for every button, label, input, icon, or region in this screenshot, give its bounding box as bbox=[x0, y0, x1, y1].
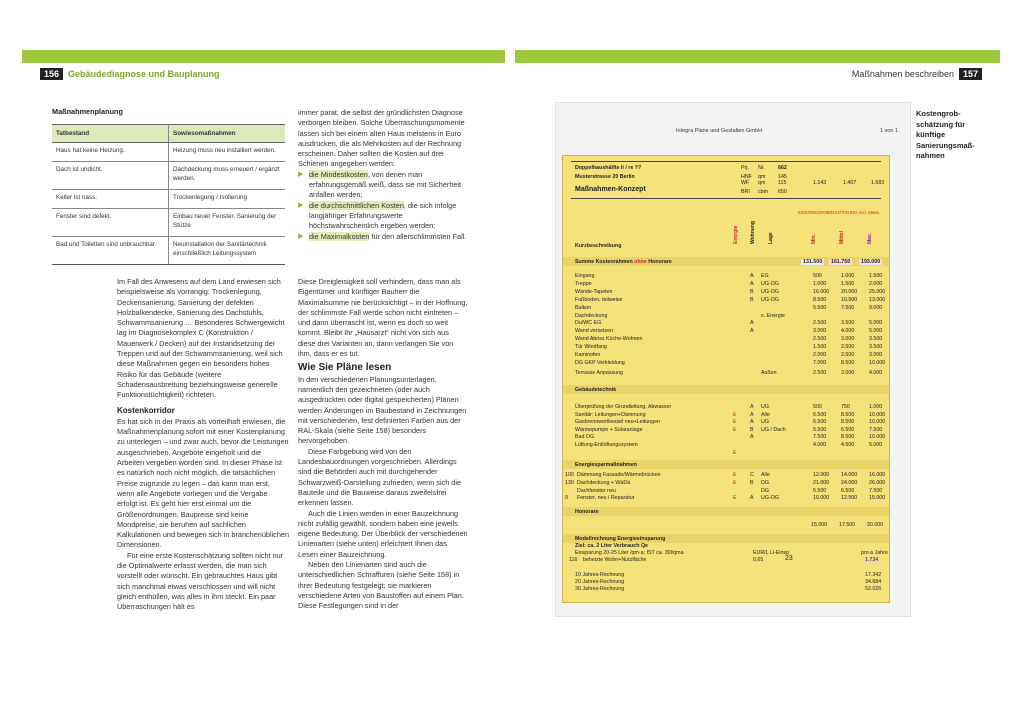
cost-cell: 24.000 bbox=[841, 479, 858, 486]
doc-company: Integra Plane und Gestalten GmbH bbox=[676, 128, 762, 134]
cost-cell: DG bbox=[761, 479, 769, 486]
cost-cell: Alle bbox=[761, 411, 770, 418]
measures-table bbox=[52, 107, 285, 265]
bri-label: BRI bbox=[741, 189, 750, 195]
header-left bbox=[40, 68, 220, 80]
cost-cell: A bbox=[750, 434, 754, 441]
table-caption: Maßnahmenplanung bbox=[52, 107, 123, 116]
cost-cell: 130 bbox=[565, 479, 574, 486]
cost-cell: A bbox=[750, 280, 754, 287]
cost-cell: Kaminofen bbox=[575, 352, 601, 358]
cost-cell: 10.000 bbox=[869, 411, 886, 418]
eur-label: EUR/L Li-Einsp bbox=[753, 550, 790, 556]
cost-cell: 10.000 bbox=[869, 419, 886, 426]
cost-cell: 3.000 bbox=[813, 328, 827, 335]
cost-cell: UG bbox=[761, 404, 769, 410]
cost-cell: 6.500 bbox=[813, 411, 827, 418]
text-column-2-bottom bbox=[298, 277, 468, 612]
cost-cell: DG bbox=[761, 487, 769, 494]
cost-cell: Tür Windfang bbox=[575, 344, 607, 351]
cost-cell: Bad OG bbox=[575, 434, 595, 441]
cost-cell: 750 bbox=[841, 404, 850, 410]
hnf-label: HNF bbox=[741, 174, 752, 180]
cost-cell: 20.000 bbox=[841, 288, 858, 295]
table-cell: Neuinstallation der Sanitärtechnik einschließlich Leitungssystem bbox=[169, 237, 286, 265]
cost-cell: A bbox=[750, 495, 754, 502]
highlight-text: die Maximalkosten bbox=[309, 231, 370, 241]
subheading-kostenkorridor: Kostenkorridor bbox=[117, 405, 175, 415]
hnf-unit: qm bbox=[758, 174, 766, 180]
cost-cell: UG-OG bbox=[761, 288, 779, 295]
paragraph: In den verschiedenen Planungsunterlagen, namentlich den gezeichneten (oder auch ausgedruckten oder digital gespeicherten) Plänen werden Änderungen im Baubestand in Zeichnungen mit verschiedenen, fest definierten Farben aus der RAL-Skala (siehe Seite 158) besonders hervorgehoben. bbox=[298, 374, 467, 446]
cost-cell: 3.500 bbox=[841, 320, 855, 327]
wf-unit: qm bbox=[758, 180, 766, 186]
liter-value: 23 bbox=[785, 555, 793, 562]
cost-cell: UG-OG bbox=[761, 280, 779, 287]
cost-cell: s. Energie bbox=[761, 312, 785, 319]
cost-cell: 500 bbox=[813, 273, 822, 279]
paragraph: Es hat sich in der Praxis als vorteilhaft erwiesen, die Maßnahmenplanung sofort mit einer Kostenplanung zu unterlegen – und zwar auch, bevor die Leistungen ausgeschrieben, Angebote eingeholt und die Arbeiten vergeben worden sind. In dieser Phase ist es natürlich noch nicht möglich, die tatsächlichen Preise zugrunde zu legen – das kann man erst, wenn alle Angebote vorliegen und die Vergabe erfolgt ist. Es geht hier erst einmal um die Größenordnungen. Baupreise sind keine Mondpreise, sie beruhen auf sachlichen Kalkulationen und bewegen sich in branchenüblichen Dimensionen. bbox=[117, 416, 290, 550]
cost-cell: 3.500 bbox=[869, 344, 883, 351]
cost-cell: A bbox=[750, 404, 754, 410]
cost-cell: 14.000 bbox=[841, 472, 858, 478]
cost-cell: UG bbox=[761, 419, 769, 426]
hon-min: 15.000 bbox=[811, 522, 828, 528]
cost-cell: A bbox=[750, 419, 754, 426]
cost-cell: B bbox=[750, 426, 754, 433]
cost-cell: Fußboden, teilweise bbox=[575, 296, 623, 303]
cost-cell: Dachdeckung + WäDä bbox=[577, 479, 631, 486]
sum-label: Summe Kostenrahmen ohne Honorare bbox=[575, 259, 672, 265]
divider bbox=[571, 161, 881, 162]
wf-max: 1.683 bbox=[871, 180, 885, 186]
cost-cell: 5.000 bbox=[869, 328, 883, 335]
cost-cell: 10.000 bbox=[869, 434, 886, 441]
cost-cell: 7.000 bbox=[813, 359, 827, 366]
cost-cell: E bbox=[733, 495, 737, 502]
street: Musterstrasse 20 Berlin bbox=[575, 174, 635, 180]
cost-cell: 1.500 bbox=[841, 280, 855, 287]
cost-cell: DG GKP Verkleidung bbox=[575, 359, 625, 366]
y30-value: 52.026 bbox=[865, 586, 882, 592]
cost-cell: 2.500 bbox=[813, 336, 827, 343]
margin-note: Kostengrob-schätzung für künftige Sanierungsmaß-nahmen bbox=[916, 109, 975, 160]
cost-cell: Wand versetzen bbox=[575, 328, 614, 335]
bri-value: 650 bbox=[778, 189, 787, 195]
cost-cell: Wände-Tapeten bbox=[575, 288, 613, 295]
cost-cell: 5.000 bbox=[869, 320, 883, 327]
cost-cell: 500 bbox=[813, 404, 822, 410]
y10-value: 17.342 bbox=[865, 572, 882, 578]
cost-cell: 6.500 bbox=[841, 426, 855, 433]
cost-cell: 5.500 bbox=[813, 487, 827, 494]
wf-label: WF bbox=[741, 180, 750, 186]
table-header-row bbox=[52, 125, 285, 143]
nr-label: Nr. bbox=[758, 165, 765, 171]
table-header: Sowiesomaßnahmen bbox=[169, 125, 286, 143]
paragraph: Diese Farbgebung wird von den Landesbauordnungen vorgeschrieben. Allerdings sind die Behörden auch mit durchgehender Schwarzweiß-Darstellung zufrieden, wenn sich die Bauteile und die Bauweise daraus zweifelsfrei erkennen lassen. bbox=[298, 446, 462, 508]
cost-cell: 1.000 bbox=[841, 273, 855, 279]
table-header: Tatbestand bbox=[52, 125, 169, 143]
y10-label: 10 Jahres-Rechnung bbox=[575, 572, 625, 578]
kosten-heading: KOSTENGROBSCHÄTZUNG incl. Mwst. bbox=[798, 210, 881, 215]
jahr-value: 1.734 bbox=[865, 557, 879, 563]
cost-cell: 6.500 bbox=[813, 419, 827, 426]
einsparung-line: Einsparung 20-25 Liter /qm·a; IST ca. 30l/qma bbox=[575, 550, 684, 556]
cost-cell: Sanitär: Leitungen+Dämmung bbox=[575, 411, 646, 418]
table-row bbox=[52, 143, 285, 162]
cost-cell: B bbox=[750, 479, 754, 486]
cost-cell: Alle bbox=[761, 472, 770, 478]
cost-cell: 13.000 bbox=[869, 296, 886, 303]
cost-cell: 6.500 bbox=[841, 487, 855, 494]
prj-label: Prj. bbox=[741, 165, 749, 171]
header-bar-left bbox=[22, 50, 505, 63]
cost-cell: E bbox=[733, 426, 737, 433]
cost-cell: 9 bbox=[565, 495, 568, 502]
cost-cell: 7.500 bbox=[869, 487, 883, 494]
sum-mid: 161.750 bbox=[831, 259, 851, 265]
y30-label: 30 Jahres-Rechnung bbox=[575, 586, 625, 592]
cost-cell: Balkon bbox=[575, 304, 592, 311]
cost-cell: Eingang bbox=[575, 273, 595, 279]
cost-cell: 10.500 bbox=[841, 296, 858, 303]
table-cell: Dachdeckung muss erneuert / ergänzt werden. bbox=[169, 162, 286, 190]
col-min: Min. bbox=[811, 234, 817, 244]
cost-estimate-scan bbox=[555, 102, 911, 617]
cost-cell: 5.500 bbox=[813, 426, 827, 433]
col-lage: Lage bbox=[768, 232, 774, 244]
terrasse-mid: 3.000 bbox=[841, 370, 855, 376]
cost-cell: Dachfenster neu bbox=[577, 487, 616, 494]
table-cell: Keller ist nass. bbox=[52, 190, 169, 209]
cost-cell: A bbox=[750, 411, 754, 418]
y20-value: 34.684 bbox=[865, 579, 882, 585]
cost-cell: Gasbrennwertkessel neu+Leitungen bbox=[575, 419, 660, 426]
project-name: Doppelhaushälfte li / re ?? bbox=[575, 165, 642, 171]
kurz-label: Kurzbeschreibung bbox=[575, 243, 622, 249]
sum-max: 193.000 bbox=[861, 259, 881, 265]
subheading-plaene: Wie Sie Pläne lesen bbox=[298, 362, 392, 374]
cost-cell: Dämmung Fassade/Wärmebrücken bbox=[577, 472, 661, 478]
cost-cell: Überprüfung der Grundleitung, Abwasser bbox=[575, 404, 672, 410]
wf-min: 1.143 bbox=[813, 180, 827, 186]
col-energie: Energie bbox=[733, 225, 739, 244]
cost-cell: 21.000 bbox=[813, 479, 830, 486]
cost-cell: 12.000 bbox=[813, 472, 830, 478]
bullet-item bbox=[298, 201, 468, 232]
cost-cell: A bbox=[750, 320, 754, 327]
table-row bbox=[52, 190, 285, 209]
bullet-text: für den allerschlimmsten Fall. bbox=[369, 231, 467, 241]
table-cell: Einbau neuer Fenster, Sanierung der Stütze bbox=[169, 209, 286, 237]
cost-cell: 2.500 bbox=[841, 352, 855, 358]
cost-cell: 1.500 bbox=[869, 273, 883, 279]
bullet-text: , die sich infolge langjähriger Erfahrungswerte höchstwahrscheinlich ergeben werden; bbox=[309, 200, 457, 231]
table-row bbox=[52, 162, 285, 190]
paragraph: Diese Dreigleisigkeit soll verhindern, dass man als Eigentümer und künftiger Bauherr die Maximalsumme nie berücksichtigt – in der Hoffnung, der schlimmste Fall werde schon nicht eintreten – und dann überrascht ist, wenn es doch so weit kommt. Bleibt Ihr „Hausarzt“ nicht von sich aus diese drei Varianten an, dann verlangen Sie von ihm, dass er es tut. bbox=[298, 277, 468, 359]
table-cell: Trockenlegung / Isolierung bbox=[169, 190, 286, 209]
cost-cell: 1.500 bbox=[813, 344, 827, 351]
cost-cell: 8.500 bbox=[841, 419, 855, 426]
cost-cell: 2.000 bbox=[869, 280, 883, 287]
paragraph: Neben den Linienarten sind auch die unterschiedlichen Schraffuren (siehe Seite 158) in ihrer Bedeutung festgelegt; sie markieren verschiedene Arten von Baustoffen auf einem Plan. Diese Festlegungen sind in der bbox=[298, 560, 464, 611]
cost-cell: Lüftung-Entlüftungssystem bbox=[575, 442, 638, 448]
cost-cell: 4.000 bbox=[841, 328, 855, 335]
cost-cell: Wärmepumpe + Solaranlage bbox=[575, 426, 643, 433]
divider bbox=[571, 198, 881, 199]
doc-pagecount: 1 von 1 bbox=[879, 128, 898, 134]
cost-cell: 9.000 bbox=[869, 304, 883, 311]
paragraph: Für eine erste Kostenschätzung sollten nicht nur die Optimalwerte erfasst werden, die man sich vorstellt oder wünscht. Ein gebrauchtes Haus gibt sich manchmal etwas verschlossen und will nicht gleich enthüllen, was alles in ihm steckt. Ein paar Überraschungen hält es bbox=[117, 550, 284, 612]
cost-cell: 3.000 bbox=[869, 352, 883, 358]
chapter-title: Gebäudediagnose und Bauplanung bbox=[68, 69, 220, 79]
bri-unit: cbm bbox=[758, 189, 769, 195]
table-cell: Heizung muss neu installiert werden. bbox=[169, 143, 286, 162]
cost-cell: 100 bbox=[565, 472, 574, 478]
cost-cell: 7.500 bbox=[813, 434, 827, 441]
cost-cell: UG / Dach bbox=[761, 426, 786, 433]
page-number-right: 157 bbox=[959, 68, 982, 80]
col-mittel: Mittel bbox=[839, 230, 845, 244]
cost-cell: E bbox=[733, 419, 737, 426]
col-wohnung: Wohnung bbox=[750, 221, 756, 244]
y20-label: 20 Jahres-Rechnung bbox=[575, 579, 625, 585]
cost-cell: E bbox=[733, 472, 737, 478]
cost-cell: UG-OG bbox=[761, 296, 779, 303]
cost-cell: 5.500 bbox=[813, 304, 827, 311]
cost-cell: 2.000 bbox=[813, 352, 827, 358]
cost-cell: 4.000 bbox=[813, 442, 827, 448]
cost-cell: 10.000 bbox=[869, 359, 886, 366]
highlight-text: die durchschnittlichen Kosten bbox=[309, 200, 404, 210]
measures-table-grid bbox=[52, 124, 285, 265]
cost-sheet bbox=[562, 155, 890, 603]
cost-cell: 8.500 bbox=[841, 434, 855, 441]
cost-cell: A bbox=[750, 328, 754, 335]
cost-cell: Treppe bbox=[575, 280, 592, 287]
header-bar-right bbox=[515, 50, 1000, 63]
cost-cell: 3.500 bbox=[869, 336, 883, 343]
cost-cell: 8.500 bbox=[841, 411, 855, 418]
cost-cell: 26.000 bbox=[869, 479, 886, 486]
table-cell: Bad und Toiletten sind unbrauchbar. bbox=[52, 237, 169, 265]
hnf-value: 145 bbox=[778, 174, 787, 180]
beheizte-q: 116 bbox=[569, 557, 578, 563]
table-cell: Haus hat keine Heizung. bbox=[52, 143, 169, 162]
terrasse-min: 2.500 bbox=[813, 370, 827, 376]
beheizte-label: beheizte Wohn+Nutzfläche bbox=[583, 557, 647, 563]
cost-cell: 16.000 bbox=[869, 472, 886, 478]
cost-cell: Du/WC EG bbox=[575, 320, 602, 327]
cost-cell: 3.000 bbox=[841, 336, 855, 343]
wf-value: 115 bbox=[778, 180, 787, 186]
eur-value: 0,65 bbox=[753, 557, 764, 563]
bullet-item bbox=[298, 232, 468, 242]
cost-cell: 25.000 bbox=[869, 288, 886, 295]
cost-cell: 10.000 bbox=[813, 495, 830, 502]
table-cell: Dach ist undicht. bbox=[52, 162, 169, 190]
text-column-1 bbox=[117, 277, 289, 613]
terrasse-max: 4.000 bbox=[869, 370, 883, 376]
cost-cell: B bbox=[750, 288, 754, 295]
cost-cell: E bbox=[733, 479, 737, 486]
col-max: Max. bbox=[867, 232, 873, 244]
cost-cell: E bbox=[733, 411, 737, 418]
paragraph: Auch die Linien werden in einer Bauzeichnung nicht zufällig gewählt, sondern haben eine jeweils eigene Bedeutung. Der Überblick der verschiedenen Linienarten (siehe unten) erleichtert Ihnen das Lesen einer Bauzeichnung. bbox=[298, 508, 468, 559]
cost-cell: 1.000 bbox=[813, 280, 827, 287]
cost-cell: 5.000 bbox=[869, 442, 883, 448]
page-number-left: 156 bbox=[40, 68, 63, 80]
cost-cell: 7.500 bbox=[869, 426, 883, 433]
cost-cell: 16.000 bbox=[813, 288, 830, 295]
ziel-line: Ziel: ca. 2 Liter Verbrauch Qe bbox=[575, 543, 649, 549]
honorare-heading: Honorare bbox=[575, 509, 599, 515]
cost-cell: EG bbox=[761, 273, 769, 279]
modell-heading: Modellrechnung Energieeinsparung bbox=[575, 536, 666, 542]
paragraph: immer parat, die selbst der gründlichsten Diagnose verborgen bleiben. Solche Überraschungsmomente lassen sich bei einem alten Haus meistens in Euro ausdrücken, die als Mehrkosten auf der Rechnung erscheinen. Daher sollten die Kosten auf drei Schienen angegeben werden: bbox=[298, 108, 465, 169]
cost-cell: B bbox=[750, 296, 754, 303]
cost-cell: 8.500 bbox=[841, 359, 855, 366]
cost-cell: A bbox=[750, 273, 754, 279]
cost-cell: C bbox=[750, 472, 754, 478]
cost-cell: 1.000 bbox=[869, 404, 883, 410]
cost-cell: 7.500 bbox=[841, 304, 855, 311]
sum-min: 131.500 bbox=[803, 259, 823, 265]
terrasse-lage: Außen bbox=[761, 370, 777, 376]
energie-flag: E bbox=[733, 450, 737, 456]
table-row bbox=[52, 209, 285, 237]
section-title: Maßnahmen beschreiben bbox=[851, 69, 954, 79]
cost-cell: Fenster, neu / Reparatur bbox=[577, 495, 635, 502]
hon-max: 20.000 bbox=[867, 522, 884, 528]
pro-jahr: pro a Jahre bbox=[861, 550, 888, 556]
terrasse-label: Terrasse Anpassung bbox=[575, 370, 623, 376]
cost-cell: UG-OG bbox=[761, 495, 779, 502]
energie-heading: Energiesparmaßnahmen bbox=[575, 462, 637, 468]
wf-mid: 1.407 bbox=[843, 180, 857, 186]
cost-cell: Dachdeckung bbox=[575, 312, 608, 319]
cost-cell: 4.500 bbox=[841, 442, 855, 448]
cost-cell: 2.500 bbox=[841, 344, 855, 351]
concept-title: Maßnahmen-Konzept bbox=[575, 186, 646, 193]
band bbox=[563, 507, 889, 516]
cost-cell: 8.500 bbox=[813, 296, 827, 303]
cost-cell: 2.500 bbox=[813, 320, 827, 327]
gebtech-heading: Gebäudetechnik bbox=[575, 387, 617, 393]
text-column-2-top bbox=[298, 108, 468, 242]
bullet-item bbox=[298, 170, 468, 201]
hon-mid: 17.500 bbox=[839, 522, 856, 528]
table-row bbox=[52, 237, 285, 265]
nr-value: 662 bbox=[778, 165, 787, 171]
highlight-text: die Mindestkosten bbox=[309, 169, 368, 179]
cost-cell: 12.500 bbox=[841, 495, 858, 502]
table-cell: Fenster sind defekt. bbox=[52, 209, 169, 237]
cost-cell: 15.000 bbox=[869, 495, 886, 502]
header-right bbox=[852, 68, 982, 80]
paragraph: Im Fall des Anwesens auf dem Land erwiesen sich beispielsweise als vorrangig: Trockenlegung, Deckensanierung, Sanierung der defekten Holzbalkendecke, Sanierung des Dachstuhls, Schwammsanierung … Besonderes Schwergewicht lag im Diagnosekomplex C (Konstruktion / Mauerwerk / Decken) auf der Instandsetzung der Treppen und auf der Schwammsanierung, weil sich diese Maßnahmen gegen ein besonders hohes Risiko für das Gebäude (weitere Schadensausbreitung beziehungsweise generelle Funktionstüchtigkeit) richteten. bbox=[117, 277, 285, 400]
bullet-text: , von denen man erfahrungsgemäß weiß, dass sie mit Sicherheit anfallen werden; bbox=[309, 169, 462, 200]
cost-cell: Wand Abriss Küche-Wohnen bbox=[575, 336, 643, 343]
